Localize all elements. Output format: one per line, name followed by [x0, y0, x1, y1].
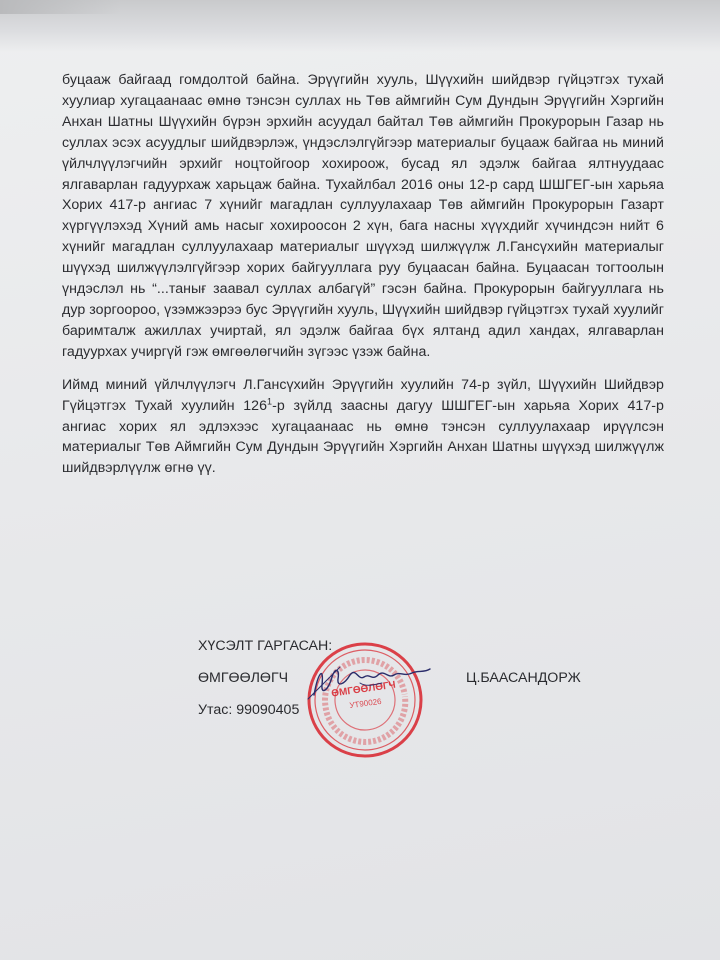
- p1-line: Эрүүгийн Хэргийн Анхан Шатны Шүүхийн бүрэн эрхийн асуудал байтал Төв: [62, 92, 664, 130]
- stamp-text-id: УТ90026: [348, 696, 383, 711]
- p1-line: үндэслэл нь “...танығ заавал суллах албагүй” гэсэн байна. Прокурорын: [62, 281, 556, 298]
- paper-top-edge: [0, 0, 120, 14]
- p1-line: байгууллага нь дур зоргоороо, үзэмжээрээ бус Эрүүгийн хууль, Шүүхийн шийдвэр: [62, 281, 664, 318]
- p1-line: магадлан суллуулахаар Төв аймгийн Прокурорын Газарт хүргүүлэхэд Хүний амь: [62, 197, 664, 235]
- p1-line: насыг хохироосон 2 хүн, бага насны хүүхдийг хүчиндсэн нийт 6 хүнийг магадлан: [62, 218, 664, 256]
- signer-name: Ц.БААСАНДОРЖ: [466, 670, 581, 686]
- p1-line: аймгийн Прокурорын Газар нь суллах эсэх асуудлыг шийдвэрлэж, үндэслэлгүйгээр: [62, 113, 664, 151]
- p1-line: гүйцэтгэх тухай хуулийг баримталж ажиллах учиртай, ял эдэлж байгаа бүх ялтанд: [62, 301, 664, 339]
- p2-superscript: 1: [267, 395, 273, 406]
- handwritten-signature: [300, 655, 440, 705]
- signer-role: ӨМГӨӨЛӨГЧ: [198, 670, 289, 686]
- phone-number: Утас: 99090405: [198, 702, 300, 718]
- letter-body: [62, 70, 664, 491]
- p2-text-a: Иймд миний үйлчлүүлэгч Л.Гансүхийн Эрүүгийн хуулийн 74-р зүйл, Шүүхийн Шийдвэр Гүйцэтгэх Тухай хуулийн 126: [62, 376, 664, 414]
- p1-line: тухай хуулиар хугацаанаас өмнө тэнсэн суллах нь Төв аймгийн Сум Дундын: [62, 72, 664, 109]
- p1-line: адил хандах, ялгаварлан гадуурхах учиргүй гэж өмгөөлөгчийн зүгээс үзэж байна.: [62, 322, 664, 360]
- p1-line: Тухайлбал 2016 оны 12-р сард ШШГЕГ-ын харьяа Хорих 417-р ангиас 7 хүнийг: [62, 176, 664, 214]
- p1-line: буцааж байгаад гомдолтой байна. Эрүүгийн хууль, Шүүхийн шийдвэр гүйцэтгэх: [62, 72, 620, 88]
- petitioner-heading: ХҮСЭЛТ ГАРГАСАН:: [198, 638, 333, 654]
- paragraph-2: [62, 375, 664, 480]
- p1-line: бусад ял эдэлж байгаа ялтнуудаас ялгаварлан гадуурхаж харьцаж байна.: [62, 155, 664, 193]
- stamp-text-center: ӨМГӨӨЛӨГЧ: [330, 679, 397, 700]
- p1-line: шилжүүлэлгүйгээр хорих байгууллага руу буцаасан байна. Буцаасан тогтоолын: [116, 260, 664, 277]
- paragraph-1: [62, 70, 664, 363]
- p1-line: материалыг буцааж байгаа нь миний үйлчлүүлэгчийн эрхийг ноцтойгоор хохироож,: [62, 134, 664, 172]
- p2-text-b: -р зүйлд заасны дагуу ШШГЕГ-ын харьяа Хорих 417-р ангиас хорих ял эдлэхээс хугацаанаас нь өмнө тэнсэн суллуулахаар ирүүлсэн материалыг Төв Аймгийн Сум Дундын Эрүүгийн Хэргийн Анхан Шатны шүүхэд шилжүүлж шийдвэрлүүлж өгнө үү.: [62, 397, 664, 477]
- p1-line: суллуулахаар материалыг шүүхэд шилжүүлж Л.Гансүхийн материалыг шүүхэд: [62, 239, 665, 277]
